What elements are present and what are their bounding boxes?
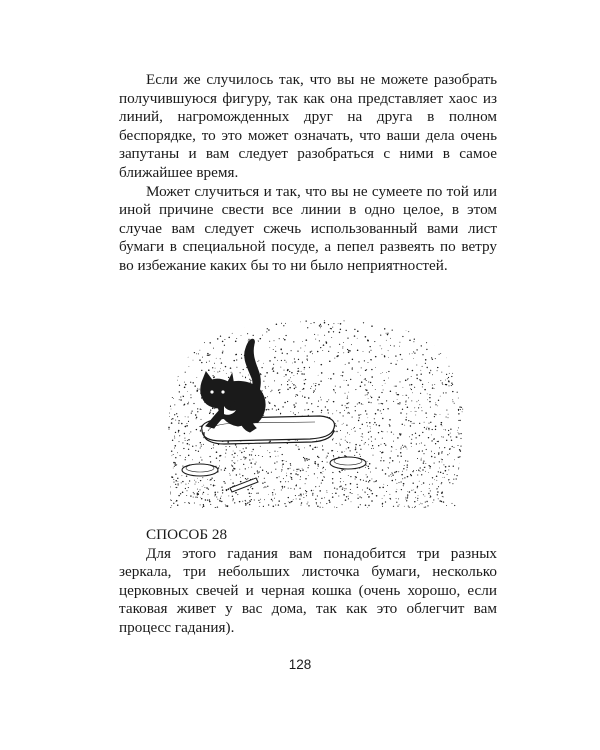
text-block-bottom <box>119 526 497 638</box>
page-number: 128 <box>288 657 312 672</box>
paragraph: Если же случилось так, что вы не можете разобрать получившуюся фигуру, так как она представляет хаос из линий, нагроможденных друг на друга в полном беспорядке, то это может означать, что ваши дела очень запутаны и вам следует разобраться с ними в самое ближайшее время. <box>119 71 497 181</box>
stipple-background <box>160 318 470 508</box>
paragraph: Может случиться и так, что вы не сумеете по той или иной причине свести все линии в одно целое, в этом случае вам следует сжечь использованный вами лист бумаги в специальной посуде, а пепел развеять по ветру во избежание каких бы то ни было неприятностей. <box>119 182 497 274</box>
paragraph: Для этого гадания вам понадобится три разных зеркала, три небольших листочка бумаги, несколько церковных свечей и черная кошка (очень хорошо, если таковая живет у вас дома, так как это облегчит вам процесс гадания). <box>119 544 497 636</box>
section-heading: СПОСОБ 28 <box>146 526 228 543</box>
small-mirror-right <box>330 457 366 469</box>
text-block-top <box>119 71 497 276</box>
cat-with-mirrors-illustration <box>160 318 470 508</box>
small-mirror-left <box>182 464 218 476</box>
